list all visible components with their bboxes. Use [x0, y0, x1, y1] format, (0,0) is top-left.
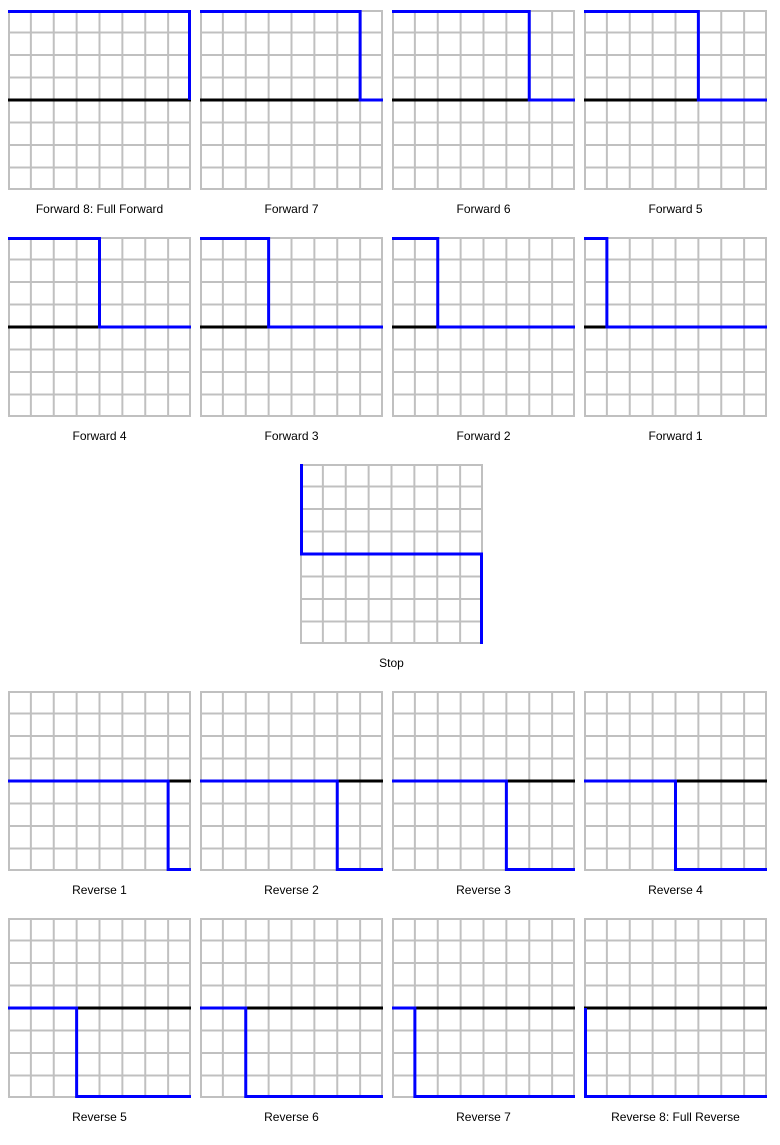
waveform-label: Forward 3	[264, 429, 319, 443]
waveform-panel-forward-7	[200, 10, 383, 216]
waveform-grid	[392, 237, 575, 418]
waveform-grid	[300, 464, 483, 645]
waveform-grid	[8, 918, 191, 1099]
waveform-panel-forward-2	[392, 237, 575, 443]
waveform-panel-forward-4	[8, 237, 191, 443]
panel-row-stop	[8, 464, 775, 670]
waveform-grid	[8, 691, 191, 872]
waveform-panel-forward-8	[8, 10, 191, 216]
waveform-panel-stop	[300, 464, 483, 670]
waveform-panel-reverse-8	[584, 918, 767, 1124]
waveform-label: Forward 6	[456, 202, 511, 216]
waveform-grid	[584, 918, 767, 1099]
waveform-panel-forward-1	[584, 237, 767, 443]
panel-row-forward-lower	[8, 237, 775, 443]
waveform-label: Reverse 2	[264, 883, 319, 897]
waveform-grid	[200, 10, 383, 191]
waveform-label: Forward 2	[456, 429, 511, 443]
waveform-label: Reverse 7	[456, 1110, 511, 1124]
waveform-label: Forward 5	[648, 202, 703, 216]
waveform-label: Reverse 5	[72, 1110, 127, 1124]
waveform-label: Reverse 3	[456, 883, 511, 897]
waveform-panel-reverse-6	[200, 918, 383, 1124]
waveform-panel-forward-5	[584, 10, 767, 216]
waveform-label: Reverse 1	[72, 883, 127, 897]
panel-row-reverse-upper	[8, 691, 775, 897]
waveform-label: Forward 7	[264, 202, 319, 216]
waveform-panel-reverse-4	[584, 691, 767, 897]
waveform-panel-reverse-5	[8, 918, 191, 1124]
waveform-panel-reverse-2	[200, 691, 383, 897]
waveform-label: Stop	[379, 656, 404, 670]
waveform-panel-forward-6	[392, 10, 575, 216]
waveform-panel-reverse-7	[392, 918, 575, 1124]
waveform-grid	[392, 691, 575, 872]
waveform-label: Forward 4	[72, 429, 127, 443]
waveform-grid	[584, 237, 767, 418]
waveform-label: Forward 8: Full Forward	[35, 202, 164, 216]
waveform-label: Reverse 4	[648, 883, 703, 897]
waveform-grid	[584, 691, 767, 872]
waveform-grid	[584, 10, 767, 191]
waveform-panel-reverse-1	[8, 691, 191, 897]
waveform-panel-reverse-3	[392, 691, 575, 897]
waveform-label: Forward 1	[648, 429, 703, 443]
waveform-grid	[8, 10, 191, 191]
waveform-panel-forward-3	[200, 237, 383, 443]
waveform-grid	[200, 691, 383, 872]
waveform-grid	[8, 237, 191, 418]
waveform-label: Reverse 6	[264, 1110, 319, 1124]
waveform-grid	[200, 918, 383, 1099]
waveform-grid	[392, 10, 575, 191]
panel-row-forward-upper	[8, 10, 775, 216]
panel-row-reverse-lower	[8, 918, 775, 1124]
waveform-grid	[392, 918, 575, 1099]
waveform-label: Reverse 8: Full Reverse	[611, 1110, 740, 1124]
waveform-grid	[200, 237, 383, 418]
